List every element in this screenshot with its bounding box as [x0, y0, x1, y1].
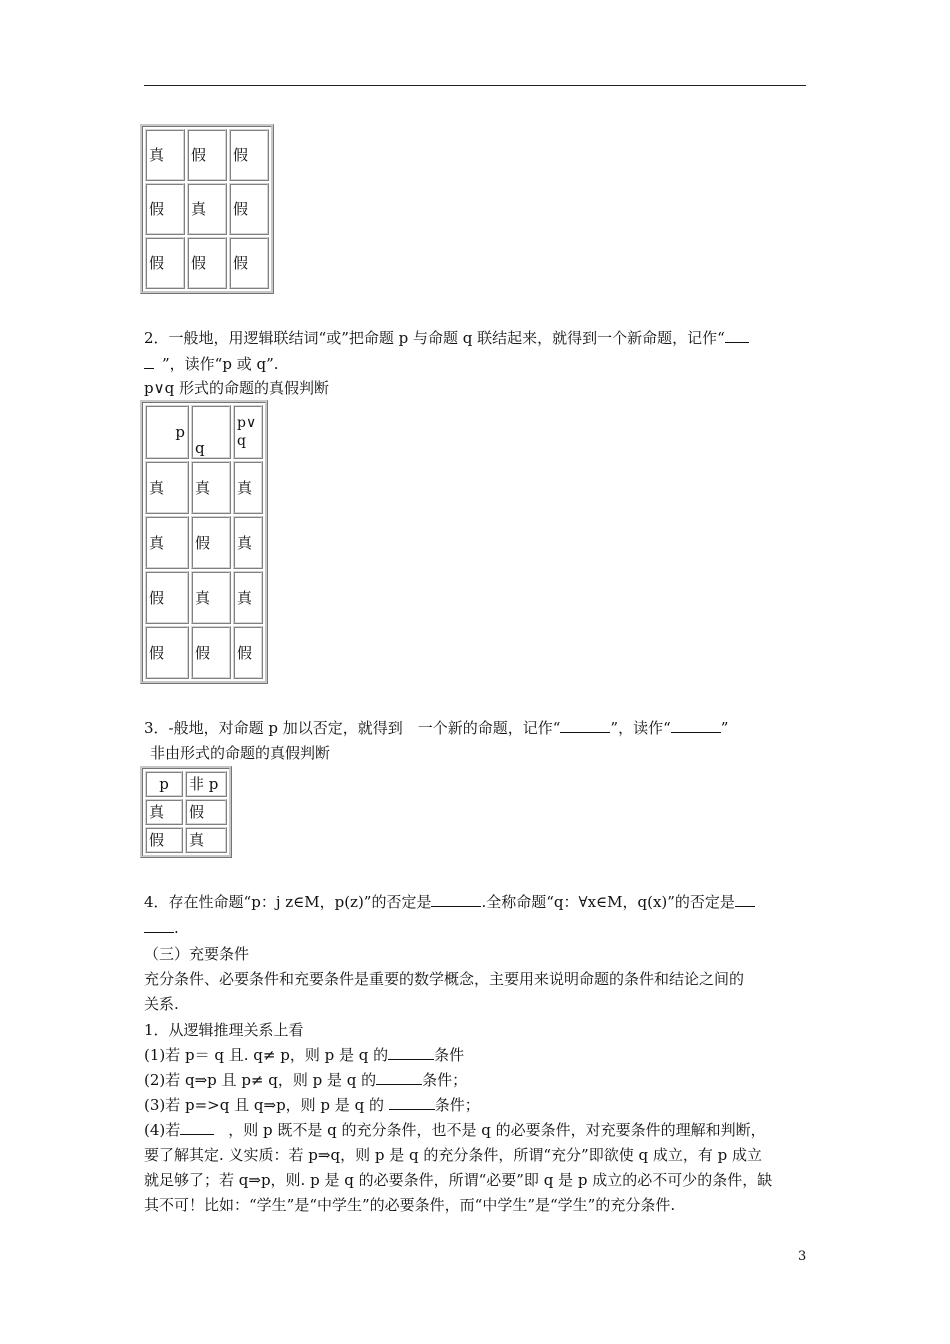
section-4-line-1: [144, 892, 755, 912]
section-4-line-2: [144, 918, 179, 938]
header-cell-q: q: [191, 405, 231, 459]
paragraph-line: 关系.: [144, 995, 179, 1013]
section-3-caption: 非由形式的命题的真假判断: [150, 744, 331, 762]
answer-blank: [388, 1045, 434, 1060]
table-row: [145, 129, 269, 181]
section-3-text: ”: [720, 719, 729, 737]
table-row: [145, 461, 263, 514]
header-rule: [144, 85, 806, 86]
item-text: (2)若 q⇒p 且 p≠ q，则 p 是 q 的: [144, 1071, 377, 1089]
table-cell: 假: [187, 237, 227, 289]
table-cell: 真: [233, 571, 263, 624]
table-cell: 真: [145, 461, 189, 514]
paragraph-line: 就足够了；若 q⇒p，则. p 是 q 的必要条件，所谓“必要”即 q 是 p 成立的必不可少的条件，缺: [144, 1171, 773, 1189]
section-heading: （三）充要条件: [144, 945, 250, 963]
paragraph-line: 其不可！比如：“学生”是“中学生”的必要条件，而“中学生”是“学生”的充分条件.: [144, 1196, 676, 1214]
table-cell: 假: [145, 571, 189, 624]
item-text: 条件: [434, 1046, 465, 1064]
table-row: [145, 183, 269, 235]
subheading: 1．从逻辑推理关系上看: [144, 1021, 304, 1039]
header-cell-p: p: [145, 405, 189, 459]
answer-blank: [431, 892, 481, 907]
answer-blank: [560, 718, 610, 733]
answer-blank: [180, 1120, 214, 1135]
table-cell: 假: [191, 626, 231, 679]
answer-blank: [389, 1095, 435, 1110]
table-cell: 假: [187, 129, 227, 181]
answer-blank: [376, 1070, 422, 1085]
item-text: 条件；: [422, 1071, 468, 1089]
truth-table-and-partial: [140, 124, 274, 294]
paragraph-line: 要了解其定. 义实质：若 p⇒q，则 p 是 q 的充分条件，所谓“充分”即欲使 q 成立，有 p 成立: [144, 1146, 762, 1164]
truth-table-or: [140, 400, 268, 684]
item-3: [144, 1095, 480, 1115]
table-cell: 假: [185, 799, 227, 825]
truth-table-not: [140, 766, 232, 858]
table-cell: 假: [191, 516, 231, 569]
table-cell: 假: [145, 827, 183, 853]
section-4-text: .全称命题“q：∀x∈M，q(x)”的否定是: [481, 893, 735, 911]
table-cell: 真: [233, 461, 263, 514]
section-3-text: 3．-般地，对命题 p 加以否定，就得到 一个新的命题，记作“: [144, 719, 561, 737]
item-text: (3)若 p=>q 且 q⇒p，则 p 是 q 的: [144, 1096, 389, 1114]
section-2-line-2: [144, 354, 279, 374]
table-cell: 真: [187, 183, 227, 235]
header-cell-not-p: 非 p: [185, 771, 227, 797]
table-header-row: [145, 771, 227, 797]
answer-blank: [671, 718, 721, 733]
section-2-text: ”，读作“p 或 q”.: [162, 355, 279, 373]
page-number: 3: [798, 1249, 807, 1264]
item-text: ，则 p 既不是 q 的充分条件，也不是 q 的必要条件，对充要条件的理解和判断，: [228, 1121, 766, 1139]
answer-blank: [735, 892, 755, 907]
item-text: 条件；: [434, 1096, 480, 1114]
table-cell: 假: [233, 626, 263, 679]
item-1: [144, 1045, 464, 1065]
table-cell: 假: [145, 183, 185, 235]
table-row: [145, 799, 227, 825]
answer-blank: [144, 354, 154, 369]
section-4-text: .: [174, 919, 179, 937]
table-cell: 真: [233, 516, 263, 569]
table-cell: 假: [229, 237, 269, 289]
table-cell: 假: [145, 237, 185, 289]
table-row: [145, 237, 269, 289]
table-cell: 真: [185, 827, 227, 853]
section-3-line-1: [144, 718, 728, 738]
answer-blank: [725, 328, 749, 343]
section-2-line-1: [144, 328, 749, 348]
table-cell: 假: [229, 183, 269, 235]
section-4-text: 4．存在性命题“p：j z∈M，p(z)”的否定是: [144, 893, 432, 911]
table-row: [145, 626, 263, 679]
table-cell: 假: [145, 626, 189, 679]
item-text: (1)若 p＝ q 且. q≠ p，则 p 是 q 的: [144, 1046, 389, 1064]
table-cell: 真: [145, 129, 185, 181]
paragraph-line: 充分条件、必要条件和充要条件是重要的数学概念，主要用来说明命题的条件和结论之间的: [144, 970, 745, 988]
table-cell: 真: [191, 461, 231, 514]
item-4: [144, 1120, 766, 1140]
section-3-text: ”，读作“: [610, 719, 671, 737]
table-row: [145, 516, 263, 569]
table-cell: 假: [229, 129, 269, 181]
answer-blank: [144, 918, 174, 933]
table-cell: 真: [145, 516, 189, 569]
section-2-text: 2．一般地，用逻辑联结词“或”把命题 p 与命题 q 联结起来，就得到一个新命题，记作“: [144, 329, 725, 347]
item-text: (4)若: [144, 1121, 181, 1139]
section-2-caption: p∨q 形式的命题的真假判断: [144, 379, 329, 397]
header-cell-p: p: [145, 771, 183, 797]
item-2: [144, 1070, 467, 1090]
table-row: [145, 827, 227, 853]
table-cell: 真: [145, 799, 183, 825]
table-header-row: [145, 405, 263, 459]
table-cell: 真: [191, 571, 231, 624]
header-cell-p-or-q: p∨q: [233, 405, 263, 459]
table-row: [145, 571, 263, 624]
